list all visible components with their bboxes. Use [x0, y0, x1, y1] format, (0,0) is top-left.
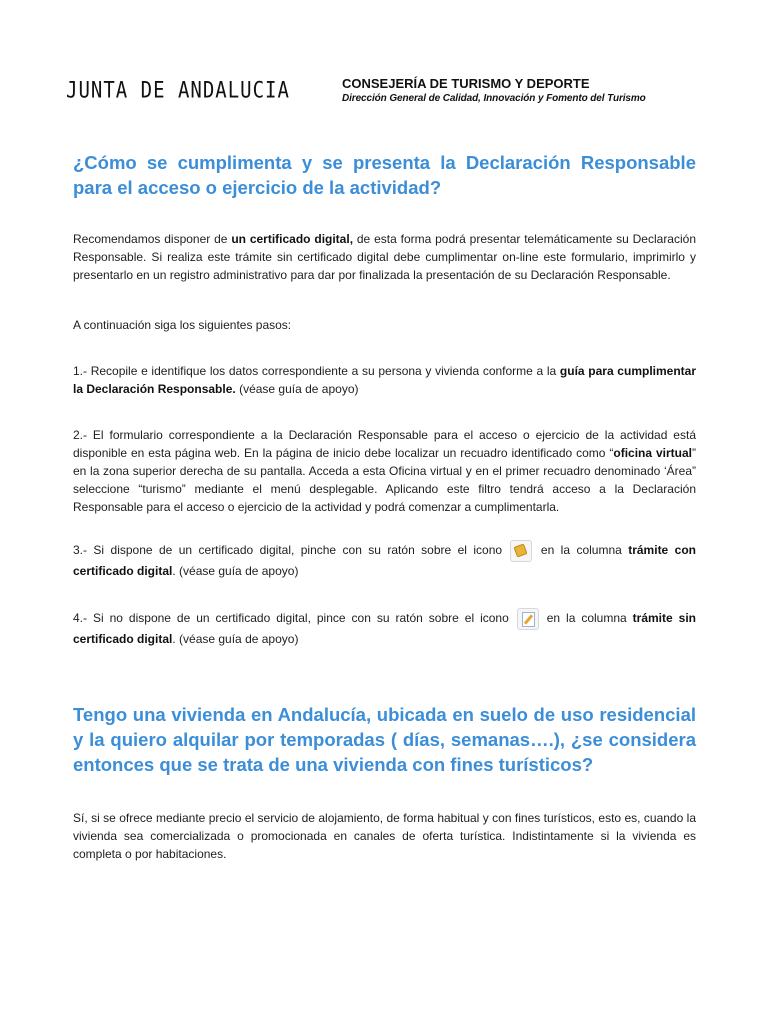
step-1-note: (véase guía de apoyo): [235, 382, 359, 396]
document-body: [73, 150, 696, 863]
step-1-text: 1.- Recopile e identifique los datos correspondiente a su persona y vivienda conforme a la: [73, 364, 560, 378]
intro-text-a: Recomendamos disponer de: [73, 232, 232, 246]
step-4-text-a: 4.- Si no dispone de un certificado digital, pince con su ratón sobre el icono: [73, 611, 515, 626]
digital-certificate-icon: [510, 540, 532, 562]
online-form-icon: [517, 608, 539, 630]
step-2: [73, 426, 696, 516]
intro-bold: un certificado digital,: [231, 232, 354, 246]
step-4-text-c: en la columna: [540, 611, 633, 626]
step-3-text-a: 3.- Si dispone de un certificado digital, pinche con su ratón sobre el icono: [73, 543, 509, 558]
direccion-subtitle: Dirección General de Calidad, Innovación y Fomento del Turismo: [342, 93, 646, 104]
intro-paragraph: [73, 230, 696, 284]
step-4: [73, 608, 696, 648]
step-3-text-c: en la columna: [534, 543, 629, 558]
section2-answer: Sí, si se ofrece mediante precio el servicio de alojamiento, de forma habitual y con fines turísticos, esto es, cuando la vivienda sea comercializada o promocionada en canales de oferta turística. Indistintamente si la vivienda es completa o por habitaciones.: [73, 811, 696, 861]
step-2-text-a: 2.- El formulario correspondiente a la Declaración Responsable para el acceso o ejercicio de la actividad está disponible en esta página web. En la página de inicio debe localizar un recuadro identificado como “: [73, 428, 696, 460]
consejeria-title: CONSEJERÍA DE TURISMO Y DEPORTE: [342, 76, 590, 91]
step-3-note: . (véase guía de apoyo): [172, 564, 299, 578]
step-3-column-name: trámite con certificado digital: [73, 543, 696, 578]
step-1-guide-link: guía para cumplimentar la Declaración Responsable.: [73, 364, 696, 396]
step-2-oficina-virtual: oficina virtual: [613, 446, 692, 460]
step-4-column-name: trámite sin certificado digital: [73, 611, 696, 646]
step-3: [73, 540, 696, 580]
steps-intro: A continuación siga los siguientes pasos:: [73, 318, 292, 332]
section2-heading: Tengo una vivienda en Andalucía, ubicada en suelo de uso residencial y la quiero alquilar por temporadas ( días, semanas….), ¿se considera entonces que se trata de una vivienda con fines turísticos?: [73, 704, 696, 775]
intro-text-c: de esta forma podrá presentar telemáticamente su Declaración Responsable. Si realiza este trámite sin certificado digital debe cumplimentar on-line este formulario, imprimirlo y presentarlo en un registro administrativo para dar por finalizada la presentación de su Declaración Responsable.: [73, 232, 696, 282]
step-1: [73, 362, 696, 398]
step-2-text-c: ” en la zona superior derecha de su pantalla. Acceda a esta Oficina virtual y en el primer recuadro denominado ‘Área” seleccione “turismo” mediante el menú desplegable. Aplicando este filtro tendrá acceso a la Declaración Responsable para el acceso o ejercicio de la actividad y podrá comenzar a cumplimentarla.: [73, 446, 696, 514]
section1-heading: ¿Cómo se cumplimenta y se presenta la Declaración Responsable para el acceso o ejercicio de la actividad?: [73, 152, 696, 198]
junta-logo: JUNTA DE ANDALUCIA: [66, 78, 290, 104]
step-4-note: . (véase guía de apoyo): [172, 632, 299, 646]
document-header: [66, 76, 706, 116]
